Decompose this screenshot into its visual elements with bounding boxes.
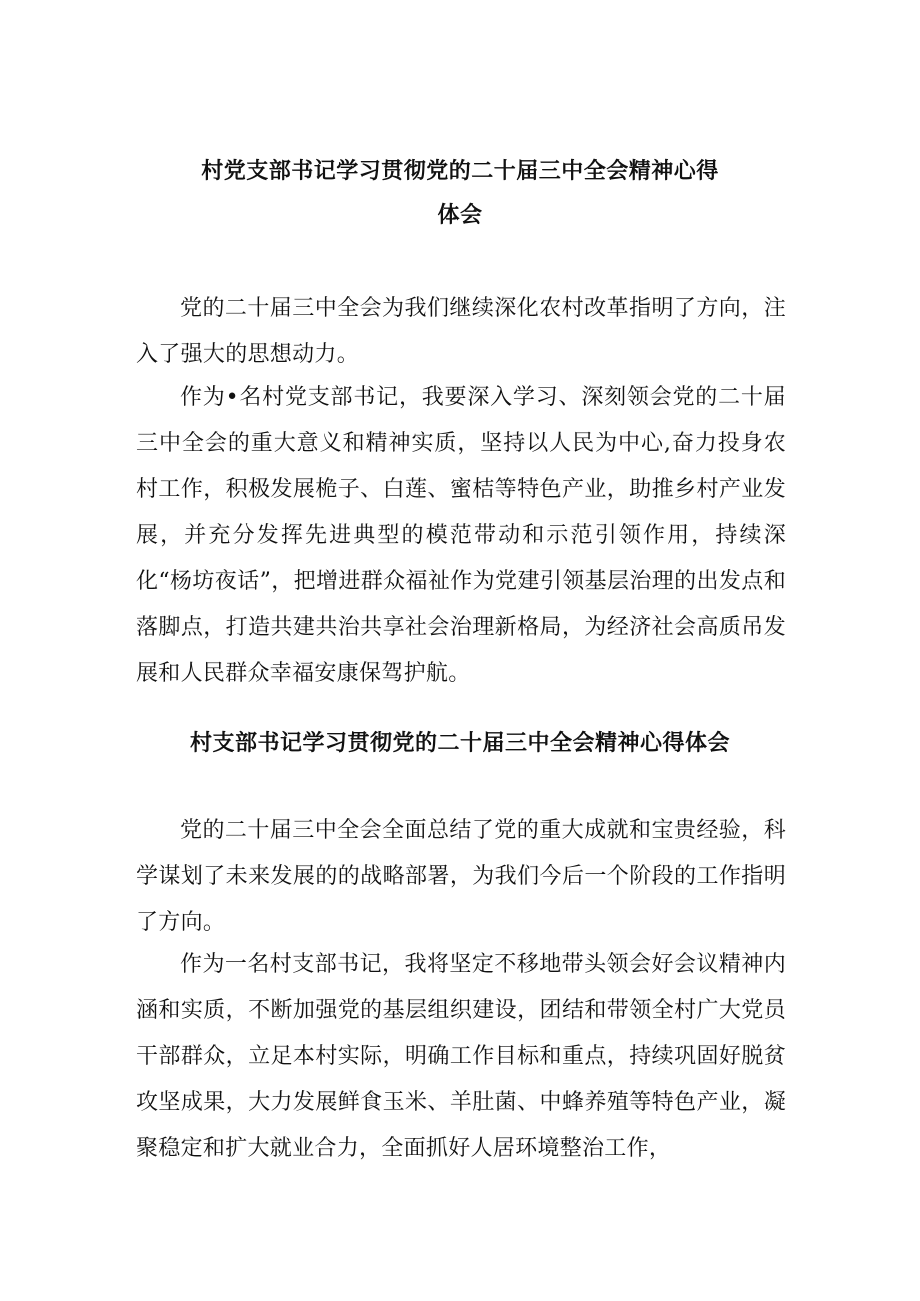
section-2-title: 村支部书记学习贯彻党的二十届三中全会精神心得体会 (189, 731, 730, 756)
section-1-title-line-1: 村党支部书记学习贯彻党的二十届三中全会精神心得 (201, 159, 719, 184)
section-1-title (0, 150, 920, 238)
section-2-paragraph-1: 党的二十届三中全会全面总结了党的重大成就和宝贵经验，科学谋划了未来发展的的战略部署，为我们今后一个阶段的工作指明了方向。 (136, 818, 786, 935)
section-1-paragraph-2: 作为•名村党支部书记，我要深入学习、深刻领会党的二十届三中全会的重大意义和精神实质，坚持以人民为中心,奋力投身农村工作，积极发展桅子、白莲、蜜桔等特色产业，助推乡村产业发展，并充分发挥先进典型的模范带动和示范引领作用，持续深化“杨坊夜话”，把增进群众福祉作为党建引领基层治理的出发点和落脚点，打造共建共治共享社会治理新格局，为经济社会高质吊发展和人民群众幸福安康保驾护航。 (136, 385, 786, 686)
section-1-title-line-2: 体会 (437, 203, 483, 228)
section-2-paragraph-2: 作为一名村支部书记，我将坚定不移地带头领会好会议精神内涵和实质，不断加强党的基层组织建设，团结和带领全村广大党员干部群众，立足本村实际，明确工作目标和重点，持续巩固好脱贫攻坚成果，大力发展鲜食玉米、羊肚菌、中蜂养殖等特色产业，凝聚稳定和扩大就业合力，全面抓好人居环境整治工作， (136, 952, 786, 1161)
section-1-paragraph-1: 党的二十届三中全会为我们继续深化农村改革指明了方向，注入了强大的思想动力。 (136, 296, 786, 367)
